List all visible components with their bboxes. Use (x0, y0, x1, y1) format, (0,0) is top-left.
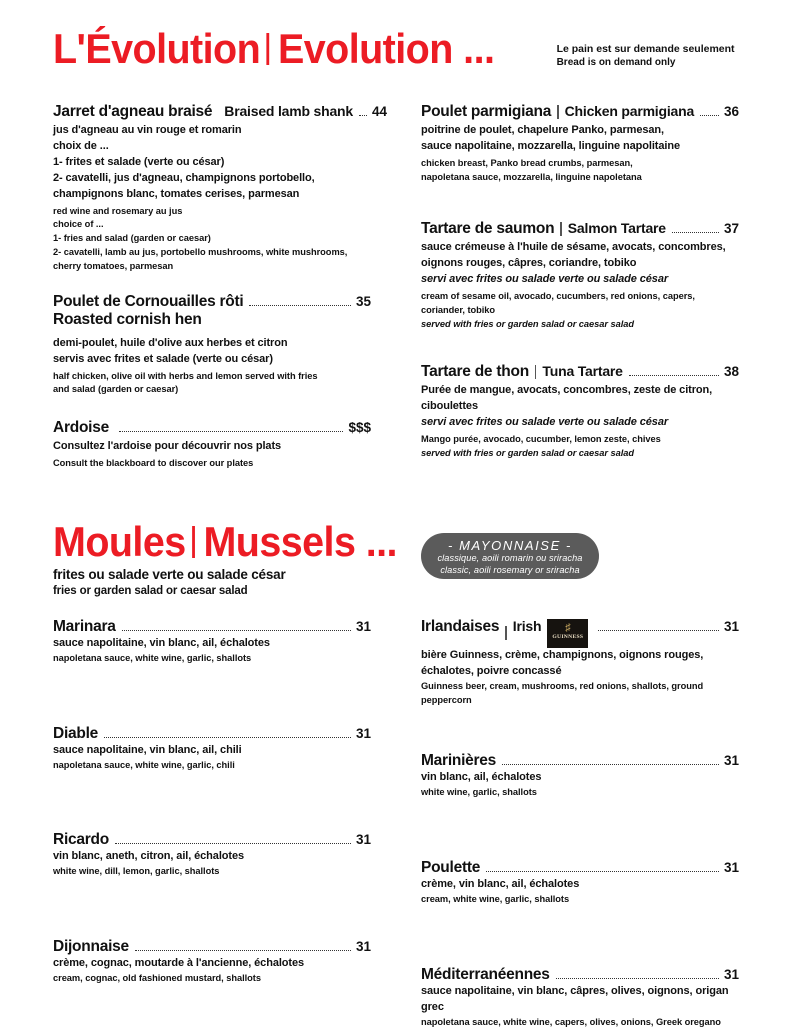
desc-line: half chicken, olive oil with herbs and lemon served with fries (53, 370, 318, 381)
item-name-en: Chicken parmigiana (564, 103, 695, 119)
leader-dots (115, 843, 351, 844)
item-price: 31 (355, 725, 371, 741)
item-desc-en (421, 157, 739, 185)
item-name-fr: Ardoise (53, 419, 109, 437)
item-title-row (53, 725, 371, 743)
name-separator-bar (560, 222, 562, 236)
item-desc-fr (53, 439, 371, 455)
item-desc-fr (421, 240, 739, 288)
mayonnaise-badge (421, 533, 599, 579)
moules-subtitle-fr: frites ou salade verte ou salade césar (53, 567, 286, 582)
item-desc-en (53, 370, 371, 398)
desc-line: crème, vin blanc, ail, échalotes (421, 878, 580, 891)
item-name-en: Tuna Tartare (542, 363, 623, 380)
desc-line-italic: served with fries or garden salad or caesar salad (421, 448, 635, 458)
desc-line: choix de ... (53, 139, 109, 152)
section-title-en: Evolution ... (278, 25, 495, 72)
menu-item[interactable] (53, 419, 371, 471)
desc-line: sauce crémeuse à l'huile de sésame, avocats, concombres, (421, 241, 726, 254)
item-title-row (421, 618, 739, 648)
leader-dots (249, 305, 351, 306)
name-separator-bar (505, 626, 507, 640)
desc-line: demi-poulet, huile d'olive aux herbes et citron (53, 336, 288, 349)
item-name-fr: Marinières (421, 752, 497, 770)
item-name-fr: Marinara (53, 618, 116, 635)
desc-line: jus d'agneau au vin rouge et romarin (53, 124, 242, 136)
desc-line: sauce napolitaine, vin blanc, ail, chili (53, 743, 242, 756)
desc-line: vin blanc, ail, échalotes (421, 771, 542, 784)
item-title-row (421, 220, 739, 238)
item-desc-en (53, 205, 371, 274)
desc-line: vin blanc, aneth, citron, ail, échalotes (53, 850, 244, 863)
item-price: 31 (355, 832, 371, 848)
desc-line-italic: servi avec frites ou salade verte ou salade césar (421, 273, 669, 286)
leader-dots (629, 375, 719, 376)
title-separator-bar (267, 33, 270, 65)
menu-item[interactable] (421, 220, 739, 331)
leader-dots (122, 630, 351, 631)
menu-item[interactable] (421, 966, 739, 1029)
section-title-fr: L'Évolution (53, 25, 261, 72)
desc-line: Purée de mangue, avocats, concombres, zeste de citron, ciboulettes (421, 384, 713, 413)
name-separator-bar (557, 105, 559, 119)
item-name-en: Salmon Tartare (567, 220, 666, 237)
desc-line: Guinness beer, cream, mushrooms, red onions, shallots, ground peppercorn (421, 680, 704, 705)
section-title-fr: Moules (53, 518, 186, 565)
section-header-evolution (53, 25, 735, 72)
item-name-fr: Méditerranéennes (421, 965, 550, 983)
desc-line: Mango purée, avocado, cucumber, lemon zeste, chives (421, 434, 661, 445)
section-title-evolution (53, 25, 495, 72)
desc-line: 1- fries and salad (garden or caesar) (53, 233, 211, 244)
desc-line: 2- cavatelli, lamb au jus, portobello mushrooms, white mushrooms, (53, 246, 348, 257)
mayonnaise-line-en: classic, aoili rosemary or sriracha (440, 565, 580, 576)
moules-subtitle (53, 567, 419, 599)
leader-dots (359, 115, 367, 116)
desc-line: 2- cavatelli, jus d'agneau, champignons portobello, (53, 171, 315, 184)
desc-line: Consult the blackboard to discover our plates (53, 458, 254, 469)
item-name-en: Roasted cornish hen (53, 311, 202, 329)
evolution-left-column (53, 103, 388, 471)
item-desc-fr (53, 336, 371, 368)
item-price: $$$ (348, 420, 371, 436)
desc-line: cream, cognac, old fashioned mustard, shallots (53, 973, 261, 983)
title-separator-bar (192, 526, 195, 558)
desc-line: Consultez l'ardoise pour découvrir nos plats (53, 440, 282, 453)
item-name-fr: Ricardo (53, 831, 109, 849)
desc-line: bière Guinness, crème, champignons, oignons rouges, (421, 649, 704, 661)
item-name-fr: Jarret d'agneau braisé (53, 103, 213, 120)
item-price: 31 (723, 860, 739, 876)
moules-subtitle-en: fries or garden salad or caesar salad (53, 584, 248, 597)
desc-line: sauce napolitaine, mozzarella, linguine napolitaine (421, 139, 680, 152)
desc-line: sauce napolitaine, vin blanc, câpres, olives, oignons, origan grec (421, 984, 729, 1013)
item-price: 31 (723, 619, 739, 634)
leader-dots (672, 232, 719, 233)
item-title-row (53, 938, 371, 956)
menu-item[interactable] (53, 938, 371, 986)
menu-item[interactable] (421, 859, 739, 907)
item-title-row (53, 419, 371, 437)
desc-line-italic: servi avec frites ou salade verte ou salade césar (421, 416, 669, 429)
desc-line: crème, cognac, moutarde à l'ancienne, échalotes (53, 957, 305, 970)
item-name-fr: Tartare de saumon (421, 220, 555, 238)
item-title-row (421, 752, 739, 770)
desc-line: napoletana sauce, white wine, garlic, chili (53, 759, 235, 770)
item-title-row (421, 859, 739, 877)
guinness-logo-icon (547, 619, 588, 648)
item-title-row (421, 103, 739, 121)
leader-dots (104, 737, 351, 738)
leader-dots (556, 978, 719, 979)
leader-dots (502, 764, 719, 765)
item-desc-en (53, 457, 371, 471)
desc-line: chicken breast, Panko bread crumbs, parmesan, (421, 157, 633, 168)
desc-line: napoletana sauce, white wine, capers, olives, onions, Greek oregano (421, 1016, 721, 1027)
item-price: 37 (723, 221, 739, 237)
desc-line: cherry tomatoes, parmesan (53, 260, 174, 271)
section-title-en: Mussels ... (203, 518, 397, 565)
mayonnaise-line-fr: classique, aoili romarin ou sriracha (437, 553, 583, 564)
desc-line: échalotes, poivre concassé (421, 664, 562, 677)
menu-item[interactable] (421, 103, 739, 184)
moules-left-column (53, 618, 371, 986)
desc-line: and salad (garden or caesar) (53, 384, 179, 395)
menu-item[interactable] (421, 618, 739, 707)
desc-line: napoletana sauce, mozzarella, linguine napoletana (421, 171, 642, 182)
harp-icon: ♯ (565, 622, 571, 634)
leader-dots (119, 431, 344, 432)
desc-line: white wine, dill, lemon, garlic, shallots (53, 866, 220, 877)
item-name-fr: Dijonnaise (53, 938, 129, 956)
item-name-en: Braised lamb shank (224, 103, 353, 119)
menu-item[interactable] (53, 103, 388, 273)
desc-line: red wine and rosemary au jus (53, 205, 183, 216)
section-header-moules (53, 518, 419, 599)
moules-right-column (421, 618, 739, 1029)
menu-item[interactable] (421, 363, 739, 460)
item-desc-en (421, 290, 739, 331)
leader-dots (486, 871, 719, 872)
desc-line: oignons rouges, câpres, coriandre, tobiko (421, 257, 637, 270)
menu-item[interactable] (53, 831, 371, 879)
item-name-fr: Poulet parmigiana (421, 103, 552, 120)
item-price: 31 (723, 753, 739, 769)
menu-item[interactable] (421, 752, 739, 800)
item-name-fr: Poulette (421, 859, 481, 877)
leader-dots (700, 115, 719, 116)
item-price: 36 (723, 104, 739, 119)
desc-line-italic: served with fries or garden salad or caesar salad (421, 318, 635, 329)
item-name-en: Irish (512, 618, 542, 634)
item-price: 31 (723, 966, 739, 982)
item-name-fr: Tartare de thon (421, 363, 529, 381)
item-desc-fr (421, 123, 739, 155)
menu-item[interactable] (53, 725, 371, 773)
desc-line: sauce napolitaine, vin blanc, ail, échalotes (53, 637, 270, 649)
guinness-logo-text: GUINNESS (552, 634, 584, 640)
leader-dots (598, 630, 719, 631)
desc-line: napoletana sauce, white wine, garlic, shallots (53, 652, 252, 663)
item-title-row (53, 831, 371, 849)
item-title-row (421, 966, 739, 984)
evolution-right-column (421, 103, 739, 461)
desc-line: servis avec frites et salade (verte ou césar) (53, 352, 273, 365)
menu-item[interactable] (53, 618, 371, 666)
item-title-row (53, 103, 388, 121)
item-price: 31 (355, 939, 371, 955)
desc-line: choice of ... (53, 219, 104, 230)
desc-line: champignons blanc, tomates cerises, parmesan (53, 187, 300, 200)
mayonnaise-title: - MAYONNAISE - (447, 538, 572, 553)
item-desc-en (421, 433, 739, 461)
item-name-fr: Irlandaises (421, 618, 500, 635)
desc-line: poitrine de poulet, chapelure Panko, parmesan, (421, 124, 664, 136)
item-price: 31 (355, 619, 371, 634)
item-name-fr: Diable (53, 724, 99, 742)
item-desc-fr (53, 123, 371, 203)
bread-note (557, 28, 735, 70)
item-title-row (421, 363, 739, 381)
bread-note-fr: Le pain est sur demande seulement (556, 43, 735, 55)
item-price: 35 (355, 294, 371, 310)
section-title-moules (53, 518, 397, 565)
leader-dots (135, 950, 351, 951)
item-title-row (53, 618, 371, 636)
desc-line: cream of sesame oil, avocado, cucumbers, red onions, capers, coriander, tobiko (421, 291, 695, 315)
desc-line: cream, white wine, garlic, shallots (421, 894, 570, 904)
item-price: 44 (371, 104, 388, 119)
item-title-row (53, 293, 371, 311)
item-name-fr: Poulet de Cornouailles rôti (53, 293, 244, 311)
name-separator-bar (535, 365, 537, 379)
menu-item[interactable] (53, 293, 371, 397)
desc-line: white wine, garlic, shallots (421, 787, 537, 798)
desc-line: 1- frites et salade (verte ou césar) (53, 155, 225, 168)
bread-note-en: Bread is on demand only (556, 57, 676, 69)
item-price: 38 (723, 364, 739, 380)
item-desc-fr (421, 383, 739, 431)
